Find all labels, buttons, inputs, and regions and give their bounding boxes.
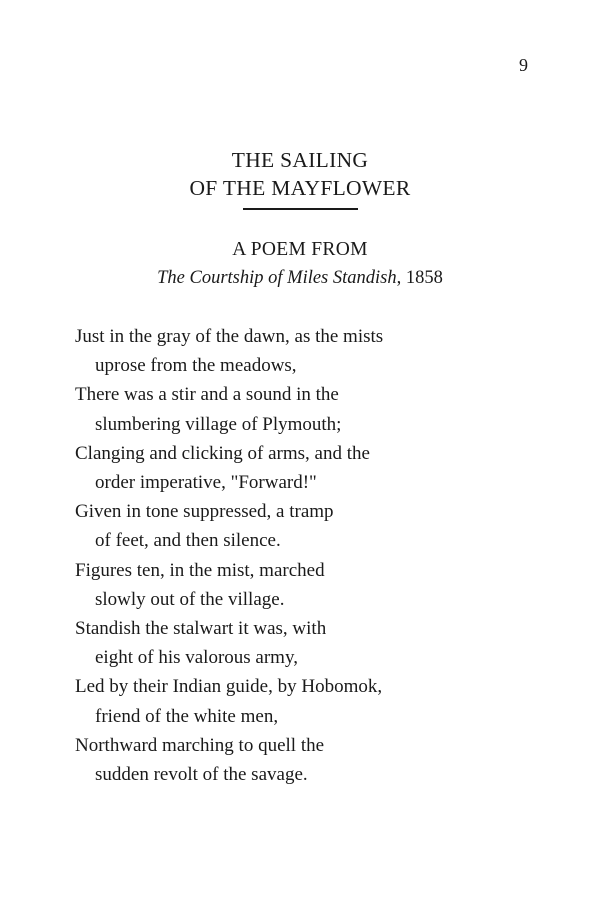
poem-body	[75, 322, 535, 789]
verse-line: of feet, and then silence.	[95, 530, 281, 552]
verse-line: There was a stir and a sound in the	[75, 384, 339, 406]
chapter-title-line-1: THE SAILING	[231, 148, 369, 172]
verse-line: Figures ten, in the mist, marched	[75, 559, 325, 581]
verse-line: friend of the white men,	[95, 705, 279, 727]
verse-line: slumbering village of Plymouth;	[95, 413, 342, 435]
verse-line: uprose from the meadows,	[95, 355, 297, 377]
verse-line: Standish the stalwart it was, with	[75, 618, 327, 640]
source-separator: ,	[396, 268, 406, 288]
verse-line: Given in tone suppressed, a tramp	[75, 501, 334, 523]
source-citation	[0, 264, 600, 292]
chapter-title	[0, 146, 600, 202]
verse-line: Led by their Indian guide, by Hobomok,	[75, 676, 383, 698]
page-number: 9	[519, 55, 528, 75]
subtitle: A POEM FROM	[232, 239, 368, 260]
source-work-title: The Courtship of Miles Standish	[157, 268, 397, 288]
verse-line: slowly out of the village.	[95, 588, 285, 610]
verse-line: Clanging and clicking of arms, and the	[75, 442, 370, 464]
verse-line: sudden revolt of the savage.	[95, 764, 308, 786]
chapter-title-line-2: OF THE MAYFLOWER	[189, 176, 411, 200]
verse-line: order imperative, "Forward!"	[95, 472, 317, 494]
verse-line: Northward marching to quell the	[75, 734, 325, 756]
source-year: 1858	[405, 268, 443, 288]
verse-line: Just in the gray of the dawn, as the mists	[75, 326, 384, 347]
title-divider	[243, 208, 358, 210]
verse-line: eight of his valorous army,	[95, 647, 298, 669]
